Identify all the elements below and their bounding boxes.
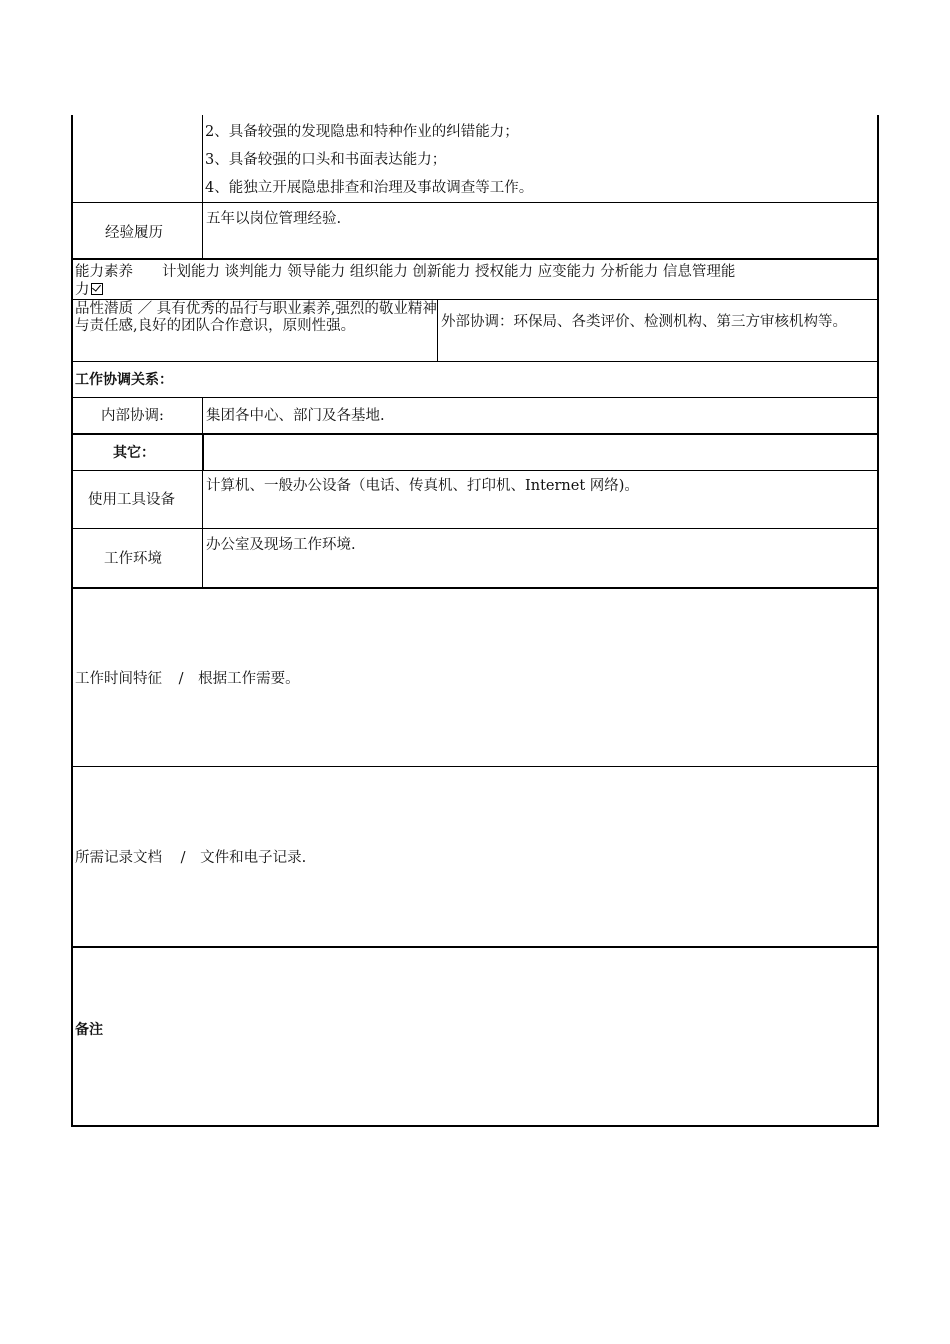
row-divider bbox=[71, 528, 879, 529]
tools-value: 计算机、一般办公设备（电话、传真机、打印机、Internet 网络)。 bbox=[206, 478, 639, 494]
row-divider bbox=[71, 946, 879, 948]
ability-line-2 bbox=[75, 281, 103, 299]
tools-label: 使用工具设备 bbox=[88, 492, 175, 508]
row-divider bbox=[71, 299, 879, 300]
row-divider bbox=[71, 470, 879, 471]
job-description-table bbox=[71, 115, 879, 1127]
col-divider bbox=[202, 528, 203, 589]
environment-value: 办公室及现场工作环境. bbox=[206, 537, 356, 553]
table-border-right bbox=[877, 115, 879, 1127]
work-time-label: 工作时间特征 bbox=[75, 671, 162, 687]
work-time-value: 根据工作需要。 bbox=[198, 671, 300, 687]
other-label: 其它： bbox=[113, 445, 155, 461]
coordination-heading: 工作协调关系： bbox=[75, 372, 173, 388]
records-separator: / bbox=[180, 850, 186, 866]
ability-line-2-text: 力 bbox=[75, 282, 90, 298]
requirement-item: 4、能独立开展隐患排查和治理及事故调查等工作。 bbox=[205, 180, 534, 196]
work-time-row bbox=[75, 670, 300, 688]
records-label: 所需记录文档 bbox=[75, 850, 162, 866]
row-divider bbox=[71, 202, 879, 203]
work-time-separator: / bbox=[178, 671, 184, 687]
col-divider bbox=[202, 397, 203, 433]
table-border-bottom bbox=[71, 1125, 879, 1127]
remarks-label: 备注 bbox=[75, 1022, 103, 1038]
ability-line-1: 能力素养 计划能力 谈判能力 领导能力 组织能力 创新能力 授权能力 应变能力 分析能力 信息管理能 bbox=[75, 264, 736, 280]
checkbox-checked-icon bbox=[91, 283, 103, 295]
row-divider bbox=[71, 258, 879, 260]
records-row bbox=[75, 849, 306, 867]
row-divider bbox=[71, 397, 879, 398]
row-divider bbox=[202, 115, 203, 259]
col-divider bbox=[202, 433, 204, 471]
row-divider bbox=[71, 361, 879, 362]
internal-label: 内部协调: bbox=[101, 408, 164, 424]
external-coordination: 外部协调：环保局、各类评价、检测机构、第三方审核机构等。 bbox=[441, 314, 847, 330]
quality-text: 品性潜质 ／ 具有优秀的品行与职业素养,强烈的敬业精神与责任感,良好的团队合作意识，原则性强。 bbox=[75, 301, 437, 334]
records-value: 文件和电子记录. bbox=[200, 850, 307, 866]
row-divider bbox=[71, 433, 879, 435]
requirement-item: 2、具备较强的发现隐患和特种作业的纠错能力； bbox=[205, 124, 519, 140]
requirement-item: 3、具备较强的口头和书面表达能力； bbox=[205, 152, 447, 168]
col-divider bbox=[437, 299, 438, 361]
environment-label: 工作环境 bbox=[104, 551, 162, 567]
experience-value: 五年以岗位管理经验. bbox=[206, 211, 342, 227]
internal-value: 集团各中心、部门及各基地. bbox=[206, 408, 385, 424]
table-border-left bbox=[71, 115, 73, 1127]
experience-label: 经验履历 bbox=[105, 225, 163, 241]
col-divider bbox=[202, 470, 203, 529]
row-divider bbox=[71, 766, 879, 767]
row-divider bbox=[71, 587, 879, 589]
